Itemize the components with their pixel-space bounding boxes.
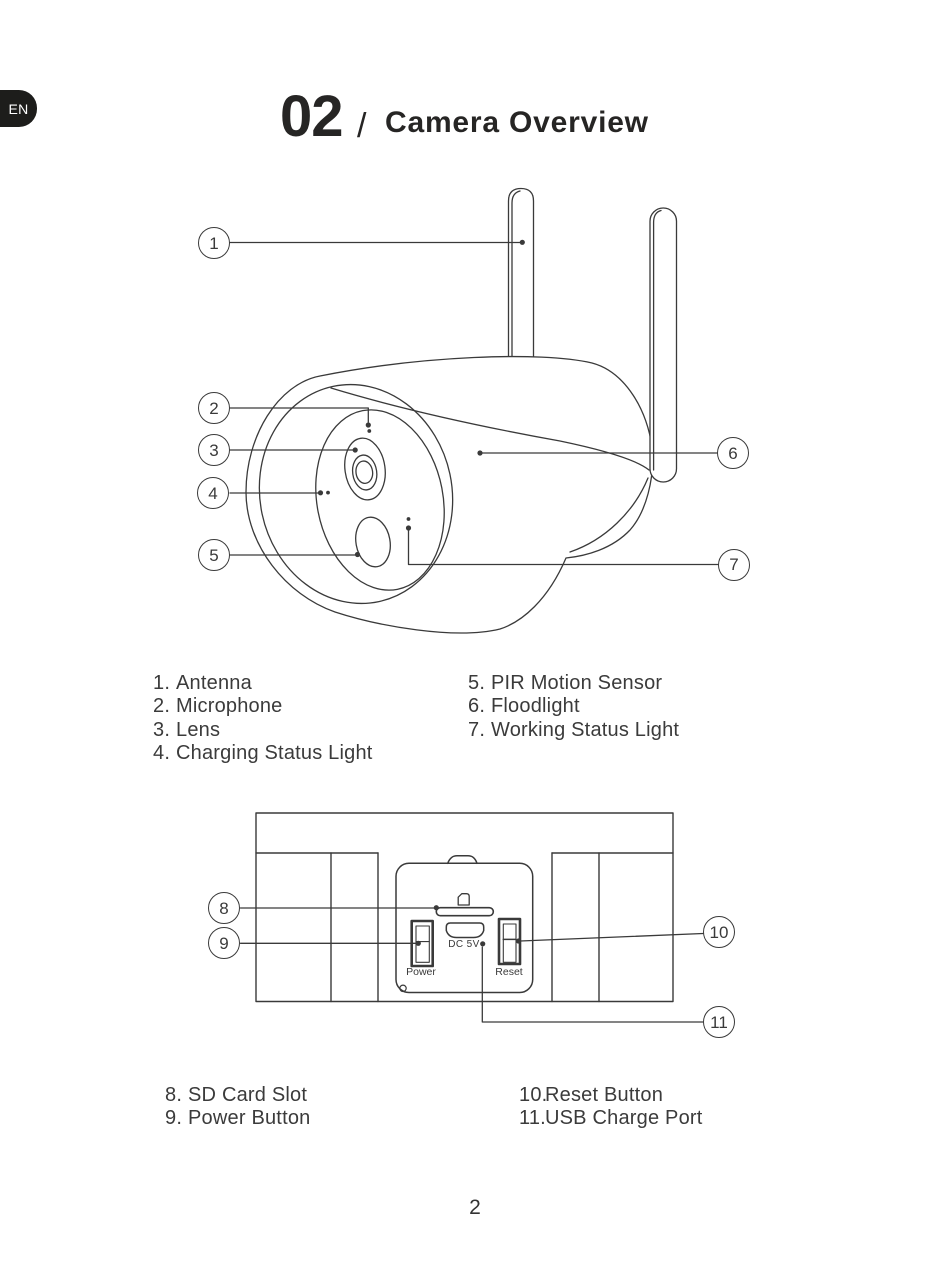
callout-8: 8 <box>208 892 240 924</box>
legend-item-label: Microphone <box>176 695 283 718</box>
sd-card-icon <box>458 894 469 905</box>
legend-item <box>153 695 373 718</box>
callout-10: 10 <box>703 916 735 948</box>
legend-item-label: SD Card Slot <box>188 1084 308 1106</box>
back-legend-right <box>519 1084 703 1131</box>
reset-button-label: Reset <box>495 966 523 978</box>
legend-item-number: 5. <box>468 672 486 694</box>
legend-item <box>153 672 373 695</box>
title-separator: / <box>357 107 367 145</box>
callout-11: 11 <box>703 1006 735 1038</box>
section-number: 02 <box>280 84 343 149</box>
working-led-dot <box>407 517 411 521</box>
legend-item-number: 11. <box>519 1107 546 1130</box>
usb-charge-port <box>446 923 483 938</box>
legend-item-number: 1. <box>153 672 171 694</box>
legend-item-label: Antenna <box>176 672 252 694</box>
front-legend-right <box>468 672 679 742</box>
legend-item-number: 3. <box>153 718 171 741</box>
page-title: Camera Overview <box>385 106 649 139</box>
legend-item-number: 6. <box>468 695 486 718</box>
legend-item-number: 8. <box>165 1084 183 1106</box>
legend-item-number: 2. <box>153 695 171 718</box>
antenna-right <box>650 208 677 482</box>
legend-item-number: 7. <box>468 718 486 741</box>
legend-item-label: USB Charge Port <box>545 1107 703 1130</box>
page-number: 2 <box>469 1196 481 1219</box>
legend-item-number: 10. <box>519 1084 548 1106</box>
legend-item-label: Floodlight <box>491 695 580 718</box>
legend-item <box>519 1107 703 1130</box>
legend-item-number: 9. <box>165 1107 183 1130</box>
charging-led-dot <box>326 491 330 495</box>
callout-2: 2 <box>198 392 230 424</box>
legend-item <box>153 719 373 742</box>
legend-item <box>468 719 679 742</box>
legend-item-label: Power Button <box>188 1107 311 1130</box>
legend-item <box>468 695 679 718</box>
language-badge: EN <box>0 90 37 127</box>
camera-body <box>246 357 653 633</box>
antenna-left <box>509 189 534 381</box>
legend-item <box>153 742 373 765</box>
callout-4: 4 <box>197 477 229 509</box>
legend-item <box>165 1107 310 1130</box>
sd-card-slot <box>436 908 493 916</box>
callout-3: 3 <box>198 434 230 466</box>
callout-1: 1 <box>198 227 230 259</box>
module-bump <box>448 856 477 864</box>
legend-item-number: 4. <box>153 742 171 765</box>
dc-port-label: DC 5V <box>448 939 480 950</box>
legend-item-label: PIR Motion Sensor <box>491 672 663 694</box>
legend-item-label: Charging Status Light <box>176 742 373 765</box>
power-button-label: Power <box>406 966 436 978</box>
callout-5: 5 <box>198 539 230 571</box>
back-legend-left <box>165 1084 310 1131</box>
legend-item <box>519 1084 703 1107</box>
callout-9: 9 <box>208 927 240 959</box>
legend-item-label: Working Status Light <box>491 718 680 741</box>
microphone-dot <box>367 429 371 433</box>
legend-item <box>468 672 679 695</box>
callout-7: 7 <box>718 549 750 581</box>
front-legend-left <box>153 672 373 766</box>
callout-6: 6 <box>717 437 749 469</box>
legend-item <box>165 1084 310 1107</box>
legend-item-label: Reset Button <box>545 1084 664 1106</box>
legend-item-label: Lens <box>176 718 221 741</box>
